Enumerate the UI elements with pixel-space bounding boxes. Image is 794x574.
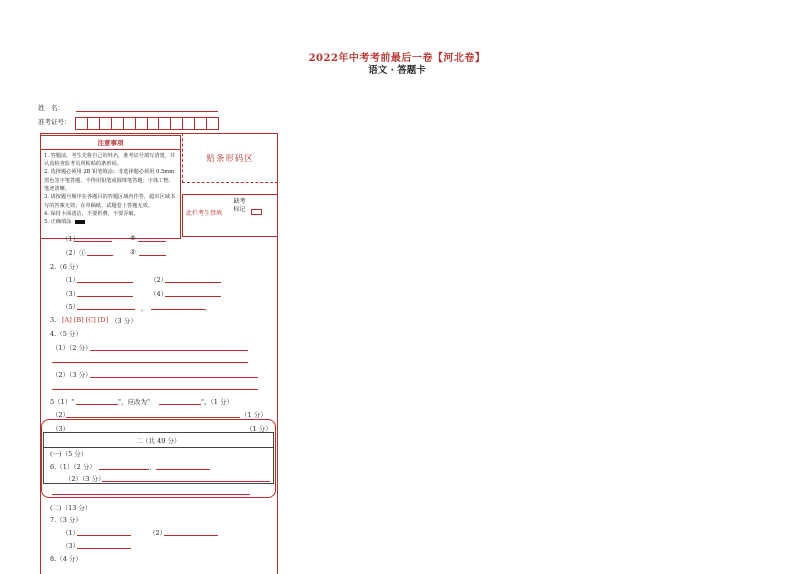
q7-label: 7.（3 分） — [50, 516, 82, 524]
q1-row2-b: ② — [130, 248, 136, 256]
q4-label: 4.（5 分） — [50, 330, 82, 338]
digit-box[interactable] — [195, 117, 207, 130]
q1-row2-a: （2）① — [62, 249, 86, 257]
notice-divider — [41, 149, 180, 150]
page-title: 2022年中考考前最后一卷【河北卷】 — [308, 53, 486, 64]
notice-title: 注意事项 — [97, 139, 124, 147]
q6-sep: 、 — [149, 463, 156, 471]
name-label: 姓 名： — [38, 104, 64, 112]
q2-answer-line[interactable] — [151, 309, 205, 310]
absent-note: 此栏考生禁填 — [186, 210, 223, 217]
q6-answer-line[interactable] — [99, 469, 149, 470]
digit-box[interactable] — [171, 117, 183, 130]
q3-options[interactable]: [A] [B] [C] [D] — [62, 316, 109, 324]
digit-box[interactable] — [75, 117, 88, 130]
name-field[interactable] — [76, 111, 218, 112]
notice-box — [40, 135, 181, 239]
q5-s1-b: "，应改为" — [118, 398, 150, 406]
digit-box[interactable] — [88, 117, 100, 130]
q6-answer-line[interactable] — [102, 481, 270, 482]
q7-s3: （3） — [62, 542, 80, 550]
q5-s2: （2） — [52, 411, 70, 419]
digit-box[interactable] — [112, 117, 124, 130]
q2-s3: （3） — [62, 290, 80, 298]
q2-answer-line[interactable] — [77, 296, 133, 297]
q4-answer-line[interactable] — [90, 350, 248, 351]
q2-s5: （5） — [62, 303, 80, 311]
barcode-label: 贴条形码区 — [206, 154, 254, 164]
q3-score: （3 分） — [111, 317, 137, 325]
q5-s2-score: （1 分） — [241, 411, 267, 419]
q2-s1: （1） — [62, 276, 80, 284]
q6-2-label: （2）（3 分） — [65, 475, 105, 483]
notice-item: 4. 保持卡面清洁，不要折叠，不要弄破。 — [44, 210, 139, 217]
q7-s1: （1） — [62, 529, 80, 537]
q5-answer-line[interactable] — [76, 404, 118, 405]
q1-row1-b: ⑥ — [130, 234, 136, 242]
digit-box[interactable] — [207, 117, 219, 130]
q2-answer-line[interactable] — [77, 282, 133, 283]
q7-answer-line[interactable] — [77, 535, 131, 536]
q5-s1-a: 5（1）" — [50, 398, 75, 406]
q2-s4: （4） — [150, 290, 168, 298]
q2-answer-line[interactable] — [77, 309, 135, 310]
q1-answer-line[interactable] — [138, 241, 166, 242]
q2-answer-line[interactable] — [165, 296, 221, 297]
q7-answer-line[interactable] — [164, 535, 218, 536]
section2-title: 二（共 49 分） — [135, 437, 181, 445]
exam-no-label: 准考证号： — [38, 118, 71, 126]
absent-label: 缺考标记 — [233, 198, 246, 213]
q6-answer-line[interactable] — [52, 494, 250, 495]
digit-box[interactable] — [183, 117, 195, 130]
q2-comma: ， — [141, 304, 148, 312]
q2-answer-line[interactable] — [165, 282, 221, 283]
q4-s2: （2）（3 分） — [52, 371, 92, 379]
exam-no-boxes[interactable] — [75, 117, 219, 129]
q5-answer-line[interactable] — [66, 417, 240, 418]
q2-s2: （2） — [150, 276, 168, 284]
q8-label: 8.（4 分） — [50, 555, 82, 563]
q7-answer-line[interactable] — [77, 548, 131, 549]
q4-answer-line[interactable] — [52, 362, 248, 363]
q2-period: 。 — [205, 304, 212, 312]
q1-row1-a: （1） — [62, 235, 80, 243]
notice-item: 1. 答题前，考生先将自己的姓名，准考证号填写清楚，并认真检查监考员所粘贴的条形码。 — [44, 152, 176, 168]
q1-answer-line[interactable] — [139, 255, 166, 256]
part2-label: (二)（13 分） — [50, 504, 92, 512]
q4-answer-line[interactable] — [90, 377, 258, 378]
barcode-area — [182, 133, 278, 183]
q5-s3-score: （1 分） — [246, 425, 272, 433]
notice-item: 5. 正确填涂 — [44, 219, 72, 226]
absent-checkbox[interactable] — [251, 209, 262, 215]
digit-box[interactable] — [100, 117, 112, 130]
q5-s1-c: "。（1 分） — [201, 398, 233, 406]
q7-s2: （2） — [149, 529, 167, 537]
q6-answer-line[interactable] — [156, 469, 210, 470]
q5-answer-line[interactable] — [159, 404, 201, 405]
section2-divider — [43, 447, 273, 448]
notice-item: 3. 请按题号顺序在各题目的答题区域内作答，超出区域书写的答案无效；在草稿纸、试题卷上答题无效。 — [44, 194, 176, 209]
digit-box[interactable] — [159, 117, 171, 130]
q2-label: 2.（6 分） — [50, 263, 82, 271]
q6-label: 6.（1）（2 分） — [50, 463, 96, 471]
digit-box[interactable] — [124, 117, 136, 130]
q1-answer-line[interactable] — [87, 255, 113, 256]
filled-bubble-sample — [75, 220, 85, 224]
section2-part1: (一)（5 分） — [50, 450, 88, 458]
q5-s3: （3） — [52, 425, 70, 433]
q4-s1: （1）（2 分） — [52, 344, 92, 352]
digit-box[interactable] — [136, 117, 148, 130]
page-subtitle: 语文 · 答题卡 — [368, 65, 426, 76]
q1-answer-line[interactable] — [74, 241, 112, 242]
digit-box[interactable] — [148, 117, 160, 130]
q3-prefix: 3. — [50, 316, 57, 324]
notice-item: 2. 选择题必须用 2B 铅笔填涂；非选择题必须用 0.5mm 黑色签字笔答题，不得用铅笔或圆珠笔答题；字体工整、笔迹清晰。 — [44, 169, 175, 192]
q4-answer-line[interactable] — [52, 389, 258, 390]
